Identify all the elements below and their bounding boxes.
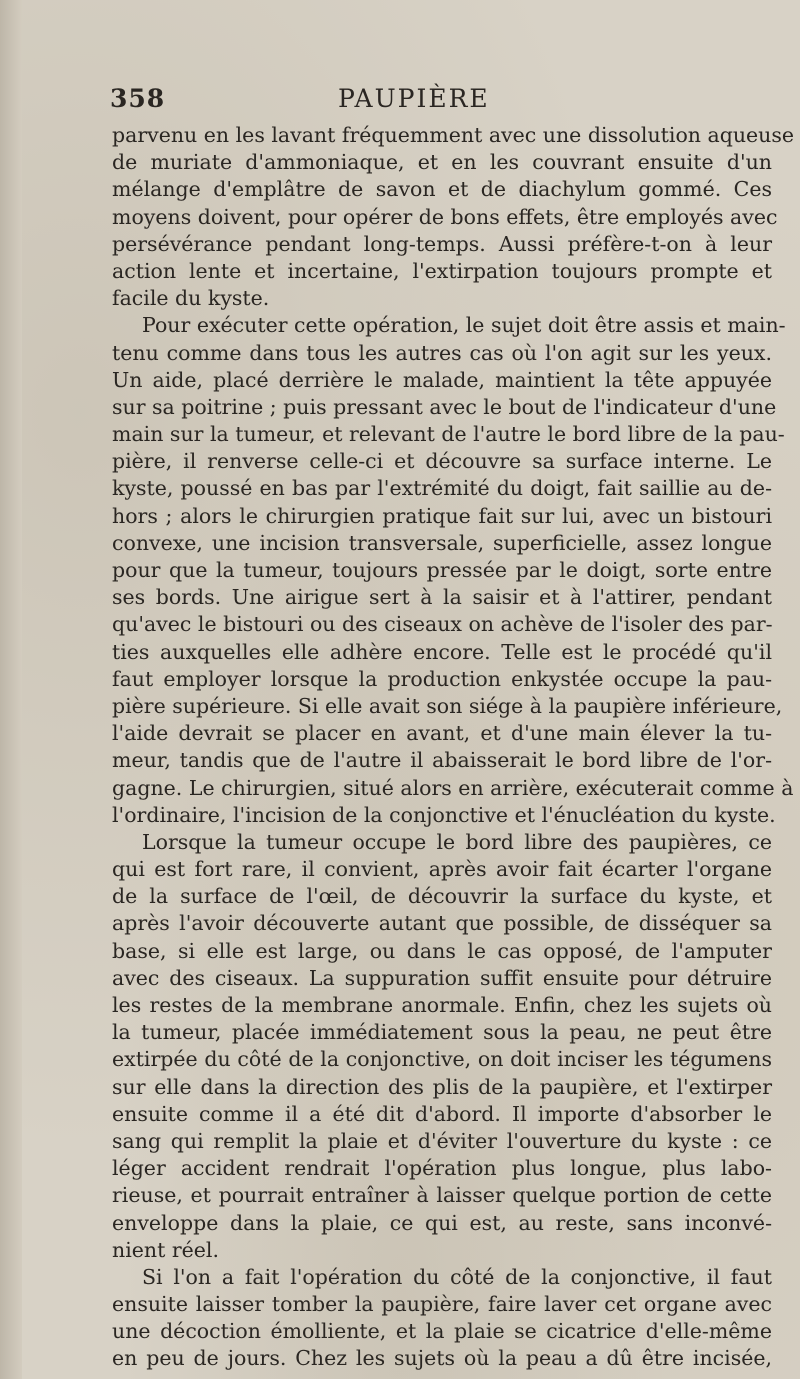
text-line: meur, tandis que de l'autre il abaisserait le bord libre de l'or- xyxy=(112,748,772,773)
text-line: sur sa poitrine ; puis pressant avec le bout de l'indicateur d'une xyxy=(112,394,777,419)
text-line: enveloppe dans la plaie, ce qui est, au reste, sans inconvé- xyxy=(112,1210,772,1235)
text-line: léger accident rendrait l'opération plus longue, plus labo- xyxy=(112,1156,772,1181)
text-line: ses bords. Une airigue sert à la saisir et à l'attirer, pendant xyxy=(112,585,772,610)
text-line: pour que la tumeur, toujours pressée par le doigt, sorte entre xyxy=(112,558,772,582)
text-line: ensuite comme il a été dit d'abord. Il importe d'absorber le xyxy=(112,1101,772,1126)
text-line: main sur la tumeur, et relevant de l'autre le bord libre de la pau- xyxy=(112,422,785,447)
text-line: en peu de jours. Chez les sujets où la peau a dû être incisée, xyxy=(112,1346,772,1371)
text-line: de la surface de l'œil, de découvrir la surface du kyste, et xyxy=(112,884,772,909)
body-text xyxy=(112,122,795,1373)
text-line: ensuite laisser tomber la paupière, faire laver cet organe avec xyxy=(112,1292,772,1317)
text-line: Pour exécuter cette opération, le sujet doit être assis et main- xyxy=(142,313,786,338)
text-line: base, si elle est large, ou dans le cas opposé, de l'amputer xyxy=(112,938,772,963)
text-line: gagne. Le chirurgien, situé alors en arrière, exécuterait comme à xyxy=(112,775,794,800)
text-line: action lente et incertaine, l'extirpation toujours prompte et xyxy=(112,258,772,283)
text-line: une décoction émolliente, et la plaie se cicatrice d'elle-même xyxy=(112,1319,772,1344)
text-line: Un aide, placé derrière le malade, maintient la tête appuyée xyxy=(112,367,772,392)
text-line: Si l'on a fait l'opération du côté de la conjonctive, il faut xyxy=(142,1264,772,1289)
text-line: les restes de la membrane anormale. Enfin, chez les sujets où xyxy=(112,993,772,1017)
text-line: qu'avec le bistouri ou des ciseaux on achève de l'isoler des par- xyxy=(112,612,773,637)
text-line: rieuse, et pourrait entraîner à laisser quelque portion de cette xyxy=(112,1183,772,1208)
text-line: moyens doivent, pour opérer de bons effets, être employés avec xyxy=(112,204,778,229)
text-line: après l'avoir découverte autant que possible, de disséquer sa xyxy=(112,911,772,936)
text-line: kyste, poussé en bas par l'extrémité du doigt, fait saillie au de- xyxy=(112,476,772,501)
text-line: l'ordinaire, l'incision de la conjonctive et l'énucléation du kyste. xyxy=(112,802,776,827)
text-line: persévérance pendant long-temps. Aussi préfère-t-on à leur xyxy=(112,231,772,256)
text-line: Lorsque la tumeur occupe le bord libre des paupières, ce xyxy=(142,829,772,854)
running-title: PAUPIÈRE xyxy=(338,84,490,113)
text-line: la tumeur, placée immédiatement sous la peau, ne peut être xyxy=(112,1020,772,1045)
text-line: faut employer lorsque la production enkystée occupe la pau- xyxy=(112,666,772,691)
text-line: extirpée du côté de la conjonctive, on doit inciser les tégumens xyxy=(112,1047,772,1072)
page-header xyxy=(110,84,770,118)
text-line: sang qui remplit la plaie et d'éviter l'ouverture du kyste : ce xyxy=(112,1128,772,1153)
text-line: parvenu en les lavant fréquemment avec une dissolution aqueuse xyxy=(112,123,795,147)
text-line: qui est fort rare, il convient, après avoir fait écarter l'organe xyxy=(112,857,772,882)
text-line: ties auxquelles elle adhère encore. Telle est le procédé qu'il xyxy=(112,639,772,664)
text-line: de muriate d'ammoniaque, et en les couvrant ensuite d'un xyxy=(112,150,772,175)
text-line: sur elle dans la direction des plis de la paupière, et l'extirper xyxy=(112,1074,772,1099)
text-line: avec des ciseaux. La suppuration suffit ensuite pour détruire xyxy=(112,965,772,990)
text-line: mélange d'emplâtre de savon et de diachylum gommé. Ces xyxy=(112,177,772,202)
text-line: pière supérieure. Si elle avait son siége à la paupière inférieure, xyxy=(112,693,783,718)
text-line: nient réel. xyxy=(112,1237,219,1262)
text-line: hors ; alors le chirurgien pratique fait sur lui, avec un bistouri xyxy=(112,503,772,528)
text-line: convexe, une incision transversale, superficielle, assez longue xyxy=(112,530,772,555)
text-line: tenu comme dans tous les autres cas où l'on agit sur les yeux. xyxy=(112,340,772,365)
page-number: 358 xyxy=(110,84,166,113)
text-line: facile du kyste. xyxy=(112,286,270,311)
text-line: l'aide devrait se placer en avant, et d'une main élever la tu- xyxy=(112,721,772,746)
text-line: pière, il renverse celle-ci et découvre sa surface interne. Le xyxy=(112,449,772,474)
